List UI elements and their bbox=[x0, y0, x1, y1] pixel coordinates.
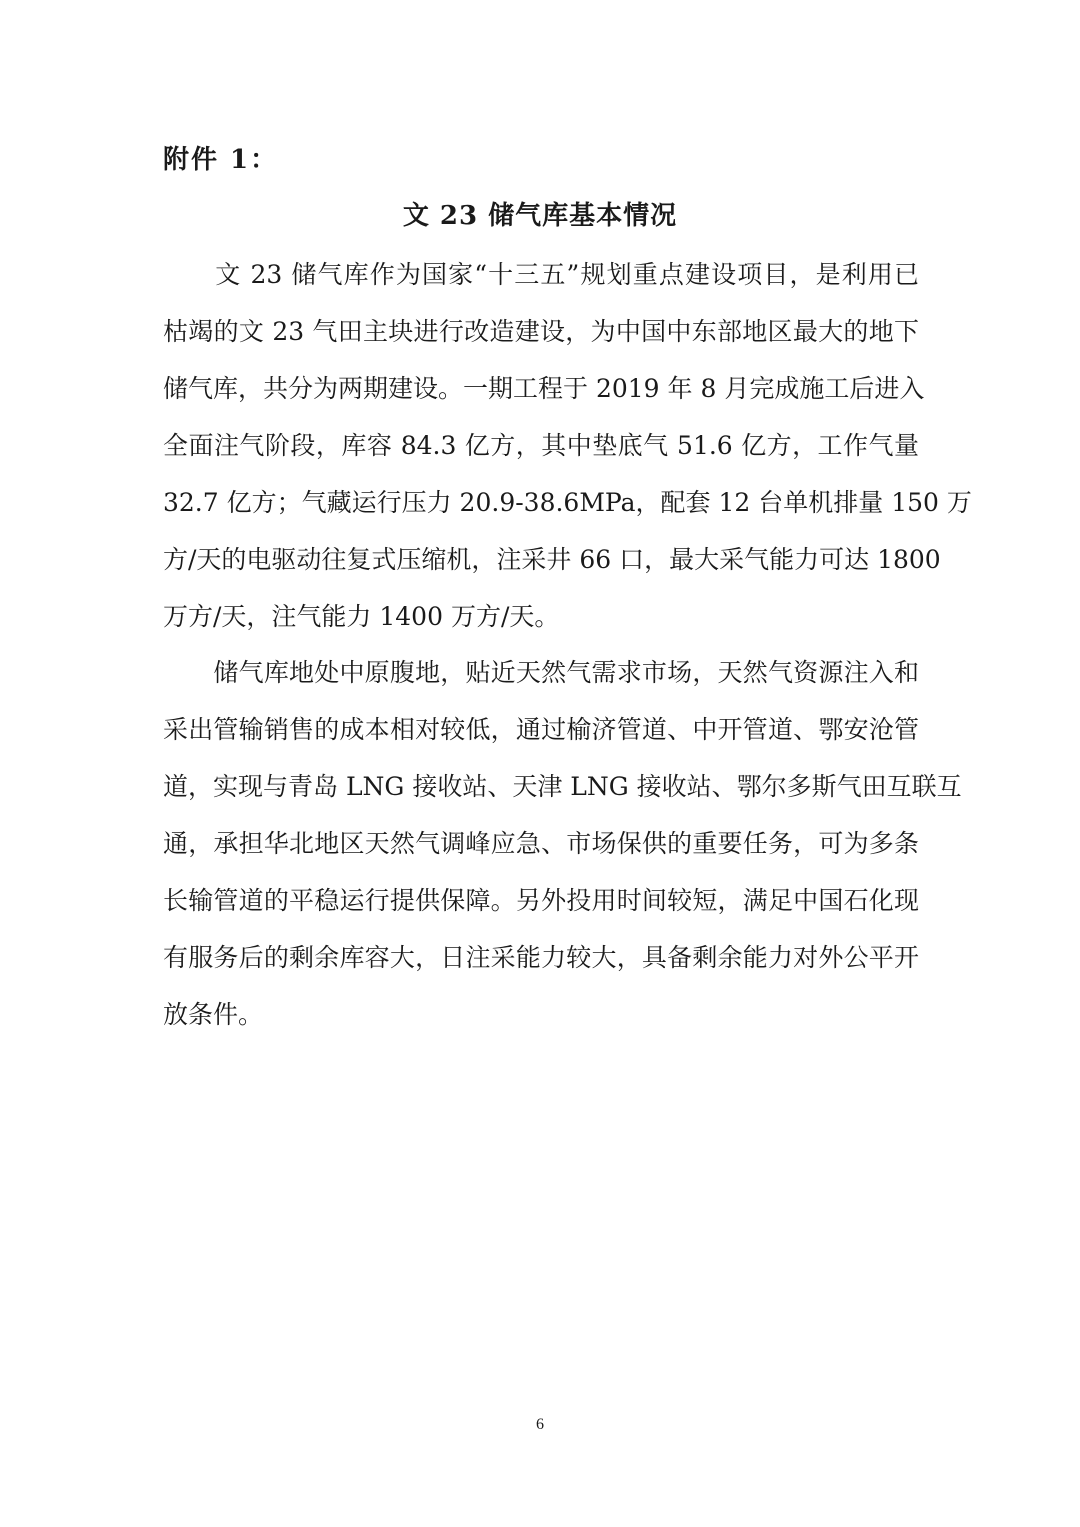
paragraph-line: 有服务后的剩余库容大，日注采能力较大，具备剩余能力对外公平开 bbox=[163, 943, 919, 972]
paragraph-line: 道，实现与青岛 LNG 接收站、天津 LNG 接收站、鄂尔多斯气田互联互 bbox=[163, 772, 962, 801]
attachment-label: 附件 1： bbox=[163, 145, 279, 175]
paragraph-location bbox=[163, 644, 962, 1043]
paragraph-line: 方/天的电驱动往复式压缩机，注采井 66 口，最大采气能力可达 1800 bbox=[163, 545, 941, 574]
paragraph-line: 全面注气阶段，库容 84.3 亿方，其中垫底气 51.6 亿方，工作气量 bbox=[163, 431, 919, 460]
paragraph-line: 采出管输销售的成本相对较低，通过榆济管道、中开管道、鄂安沧管 bbox=[163, 715, 919, 744]
paragraph-line: 放条件。 bbox=[163, 1000, 264, 1029]
page-number: 6 bbox=[536, 1416, 544, 1433]
paragraph-line: 储气库，共分为两期建设。一期工程于 2019 年 8 月完成施工后进入 bbox=[163, 374, 925, 403]
paragraph-line: 枯竭的文 23 气田主块进行改造建设，为中国中东部地区最大的地下 bbox=[163, 317, 919, 346]
paragraph-line: 32.7 亿方；气藏运行压力 20.9-38.6MPa，配套 12 台单机排量 150 万 bbox=[163, 488, 972, 517]
paragraph-overview bbox=[163, 246, 972, 645]
paragraph-line: 文 23 储气库作为国家“十三五”规划重点建设项目，是利用已 bbox=[163, 260, 919, 289]
document-title: 文 23 储气库基本情况 bbox=[402, 201, 678, 231]
paragraph-line: 通，承担华北地区天然气调峰应急、市场保供的重要任务，可为多条 bbox=[163, 829, 919, 858]
paragraph-line: 储气库地处中原腹地，贴近天然气需求市场，天然气资源注入和 bbox=[163, 658, 919, 687]
paragraph-line: 长输管道的平稳运行提供保障。另外投用时间较短，满足中国石化现 bbox=[163, 886, 919, 915]
paragraph-line: 万方/天，注气能力 1400 万方/天。 bbox=[163, 602, 560, 631]
